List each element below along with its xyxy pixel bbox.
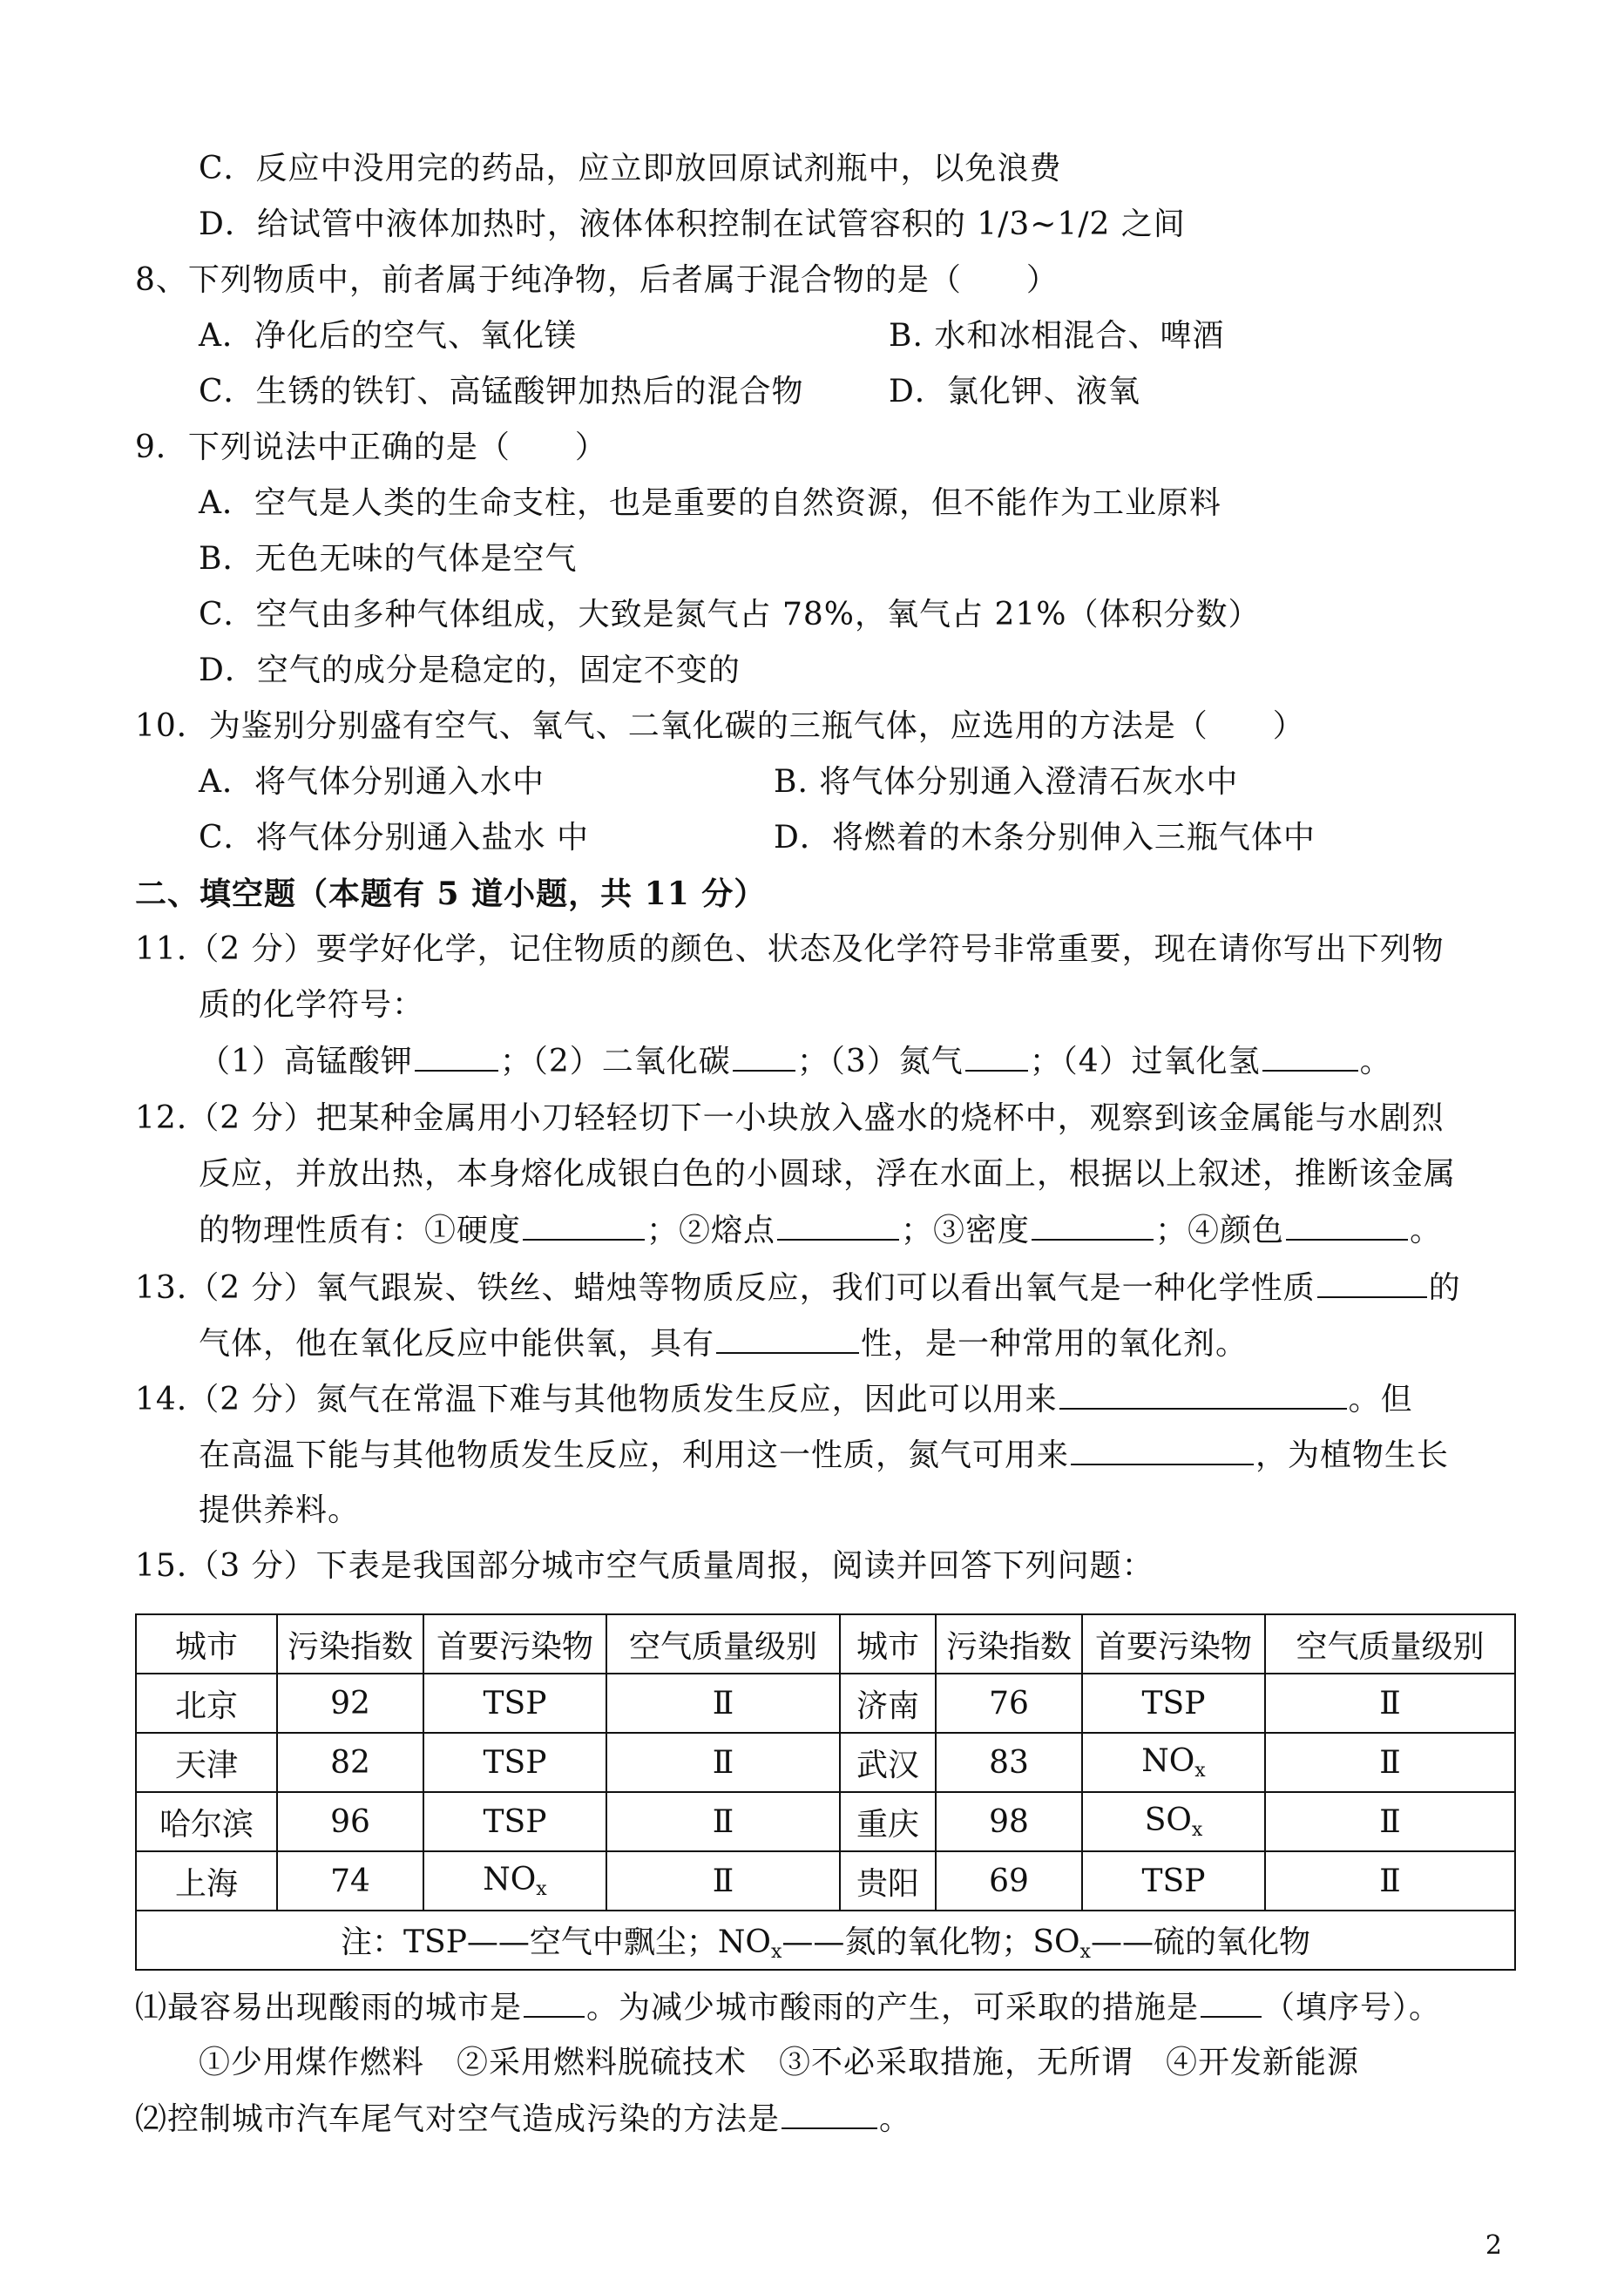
note-part: 注：TSP——空气中飘尘；NO xyxy=(341,1924,771,1960)
q12-part-1: 的物理性质有：①硬度 xyxy=(199,1213,522,1248)
table-header: 首要污染物 xyxy=(423,1614,606,1674)
answer-blank[interactable] xyxy=(965,1042,1028,1072)
table-cell: 天津 xyxy=(136,1733,277,1792)
q15-p2-text: ⑵控制城市汽车尾气对空气造成污染的方法是 xyxy=(135,2101,781,2137)
table-header: 城市 xyxy=(840,1614,936,1674)
table-cell: 重庆 xyxy=(840,1792,936,1851)
question-12-line-2: 反应，并放出热，本身熔化成银白色的小圆球，浮在水面上，根据以上叙述，推断该金属 xyxy=(199,1156,1457,1192)
q11-part-3: ；（3）氮气 xyxy=(796,1044,964,1079)
table-cell: TSP xyxy=(423,1733,606,1792)
q7-option-d: D．给试管中液体加热时，液体体积控制在试管容积的 1/3~1/2 之间 xyxy=(199,206,1186,242)
question-14-line-3: 提供养料。 xyxy=(199,1492,361,1528)
table-note xyxy=(136,1911,1515,1970)
q12-part-4: ；④颜色 xyxy=(1155,1213,1285,1248)
table-cell: Ⅱ xyxy=(1265,1851,1515,1911)
subscript: x xyxy=(1079,1941,1091,1963)
table-cell: 92 xyxy=(277,1674,423,1733)
table-header: 污染指数 xyxy=(936,1614,1082,1674)
pollutant-text: NO xyxy=(1141,1743,1195,1779)
table-cell xyxy=(1082,1733,1265,1792)
table-cell: 76 xyxy=(936,1674,1082,1733)
period: 。 xyxy=(1359,1044,1392,1079)
q15-p1-text: 。为减少城市酸雨的产生，可采取的措施是 xyxy=(586,1990,1200,2026)
table-cell: Ⅱ xyxy=(606,1674,840,1733)
q8-option-b: B. 水和冰相混合、啤酒 xyxy=(889,318,1225,354)
table-cell: 82 xyxy=(277,1733,423,1792)
table-cell: 上海 xyxy=(136,1851,277,1911)
q12-part-2: ；②熔点 xyxy=(646,1213,776,1248)
table-row xyxy=(136,1792,1515,1851)
table-cell: TSP xyxy=(1082,1851,1265,1911)
answer-blank[interactable] xyxy=(1201,1988,1262,2018)
q9-option-d: D．空气的成分是稳定的，固定不变的 xyxy=(199,653,741,688)
page-number: 2 xyxy=(1485,2230,1502,2261)
table-cell: 北京 xyxy=(136,1674,277,1733)
table-cell: 69 xyxy=(936,1851,1082,1911)
table-cell: Ⅱ xyxy=(606,1792,840,1851)
answer-blank[interactable] xyxy=(1317,1268,1427,1298)
table-header: 污染指数 xyxy=(277,1614,423,1674)
section-2-heading: 二、填空题（本题有 5 道小题，共 11 分） xyxy=(135,876,767,912)
q9-option-c: C．空气由多种气体组成，大致是氮气占 78%，氧气占 21%（体积分数） xyxy=(199,597,1261,632)
q15-p1-text: ⑴最容易出现酸雨的城市是 xyxy=(135,1990,523,2026)
question-13-line-2 xyxy=(199,1324,1248,1363)
q10-option-c: C．将气体分别通入盐水 中 xyxy=(199,820,589,856)
answer-blank[interactable] xyxy=(777,1211,899,1241)
table-cell: Ⅱ xyxy=(1265,1674,1515,1733)
question-15-part-1 xyxy=(135,1988,1441,2027)
question-15-part-2 xyxy=(135,2100,911,2139)
table-row xyxy=(136,1674,1515,1733)
question-12-line-3 xyxy=(199,1211,1442,1250)
q7-option-c: C．反应中没用完的药品，应立即放回原试剂瓶中，以免浪费 xyxy=(199,151,1062,186)
q8-option-a: A．净化后的空气、氧化镁 xyxy=(199,318,577,354)
table-cell: Ⅱ xyxy=(1265,1792,1515,1851)
note-part: ——硫的氧化物 xyxy=(1090,1924,1310,1960)
table-header-row xyxy=(136,1614,1515,1674)
answer-blank[interactable] xyxy=(1059,1380,1347,1410)
q9-option-a: A．空气是人类的生命支柱，也是重要的自然资源，但不能作为工业原料 xyxy=(199,485,1221,521)
table-cell: 83 xyxy=(936,1733,1082,1792)
q8-option-d: D．氯化钾、液氧 xyxy=(889,374,1140,409)
q14-part-3: 在高温下能与其他物质发生反应，利用这一性质，氮气可用来 xyxy=(199,1437,1070,1473)
question-15: 15.（3 分）下表是我国部分城市空气质量周报，阅读并回答下列问题： xyxy=(135,1548,1154,1584)
table-cell: 98 xyxy=(936,1792,1082,1851)
q13-part-3: 气体，他在氧化反应中能供氧，具有 xyxy=(199,1326,715,1362)
q14-part-2: 。但 xyxy=(1348,1382,1413,1417)
note-part: ——氮的氧化物；SO xyxy=(782,1924,1080,1960)
q8-option-c: C．生锈的铁钉、高锰酸钾加热后的混合物 xyxy=(199,374,804,409)
table-cell: Ⅱ xyxy=(606,1733,840,1792)
answer-blank[interactable] xyxy=(1286,1211,1408,1241)
q13-part-4: 性，是一种常用的氧化剂。 xyxy=(861,1326,1248,1362)
table-cell: 96 xyxy=(277,1792,423,1851)
table-cell: Ⅱ xyxy=(1265,1733,1515,1792)
subscript: x xyxy=(1191,1819,1203,1841)
table-header: 城市 xyxy=(136,1614,277,1674)
table-header: 空气质量级别 xyxy=(606,1614,840,1674)
q12-part-3: ；③密度 xyxy=(901,1213,1031,1248)
question-12-line-1: 12.（2 分）把某种金属用小刀轻轻切下一小块放入盛水的烧杯中，观察到该金属能与水剧烈 xyxy=(135,1100,1445,1136)
q10-option-a: A．将气体分别通入水中 xyxy=(199,764,545,800)
question-15-options: ①少用煤作燃料 ②采用燃料脱硫技术 ③不必采取措施，无所谓 ④开发新能源 xyxy=(199,2045,1360,2080)
q10-option-d: D．将燃着的木条分别伸入三瓶气体中 xyxy=(774,820,1316,856)
q11-part-4: ；（4）过氧化氢 xyxy=(1029,1044,1261,1079)
answer-blank[interactable] xyxy=(415,1042,498,1072)
q14-part-1: 14.（2 分）氮气在常温下难与其他物质发生反应，因此可以用来 xyxy=(135,1382,1058,1417)
answer-blank[interactable] xyxy=(523,1211,645,1241)
answer-blank[interactable] xyxy=(1262,1042,1358,1072)
answer-blank[interactable] xyxy=(524,1988,585,2018)
q10-option-b: B. 将气体分别通入澄清石灰水中 xyxy=(774,764,1239,800)
answer-blank[interactable] xyxy=(782,2100,877,2129)
table-cell xyxy=(423,1851,606,1911)
table-note-row xyxy=(136,1911,1515,1970)
question-8: 8、下列物质中，前者属于纯净物，后者属于混合物的是（ ） xyxy=(135,262,1059,298)
question-11-line-3 xyxy=(199,1042,1392,1081)
air-quality-table xyxy=(135,1613,1516,1971)
table-header: 首要污染物 xyxy=(1082,1614,1265,1674)
period: 。 xyxy=(1410,1213,1443,1248)
subscript: x xyxy=(770,1941,782,1963)
question-9: 9．下列说法中正确的是（ ） xyxy=(135,430,607,465)
question-14-line-1 xyxy=(135,1380,1413,1419)
question-10: 10．为鉴别分别盛有空气、氧气、二氧化碳的三瓶气体，应选用的方法是（ ） xyxy=(135,708,1305,744)
answer-blank[interactable] xyxy=(716,1324,859,1354)
answer-blank[interactable] xyxy=(1032,1211,1154,1241)
table-cell: 武汉 xyxy=(840,1733,936,1792)
table-cell: Ⅱ xyxy=(606,1851,840,1911)
table-cell: TSP xyxy=(423,1674,606,1733)
q14-part-4: ，为植物生长 xyxy=(1255,1437,1450,1473)
table-cell: TSP xyxy=(423,1792,606,1851)
question-13-line-1 xyxy=(135,1268,1461,1308)
table-header: 空气质量级别 xyxy=(1265,1614,1515,1674)
answer-blank[interactable] xyxy=(1071,1436,1254,1465)
table-cell xyxy=(1082,1792,1265,1851)
pollutant-text: SO xyxy=(1144,1803,1192,1838)
table-cell: TSP xyxy=(1082,1674,1265,1733)
table-cell: 贵阳 xyxy=(840,1851,936,1911)
q11-part-2: ；（2）二氧化碳 xyxy=(499,1044,731,1079)
q15-p2-text: 。 xyxy=(879,2101,912,2137)
q13-part-1: 13.（2 分）氧气跟炭、铁丝、蜡烛等物质反应，我们可以看出氧气是一种化学性质 xyxy=(135,1270,1316,1306)
answer-blank[interactable] xyxy=(733,1042,795,1072)
q15-p1-text: （填序号）。 xyxy=(1263,1990,1442,2026)
q11-part-1: （1）高锰酸钾 xyxy=(199,1044,413,1079)
table-row xyxy=(136,1851,1515,1911)
question-11-line-2: 质的化学符号： xyxy=(199,987,425,1023)
question-11-line-1: 11.（2 分）要学好化学，记住物质的颜色、状态及化学符号非常重要，现在请你写出下列物 xyxy=(135,931,1445,967)
question-14-line-2 xyxy=(199,1436,1449,1475)
subscript: x xyxy=(1194,1760,1206,1782)
q13-part-2: 的 xyxy=(1428,1270,1461,1306)
table-cell: 74 xyxy=(277,1851,423,1911)
table-cell: 济南 xyxy=(840,1674,936,1733)
table-cell: 哈尔滨 xyxy=(136,1792,277,1851)
subscript: x xyxy=(536,1878,547,1900)
q9-option-b: B．无色无味的气体是空气 xyxy=(199,541,578,577)
pollutant-text: NO xyxy=(483,1862,537,1897)
table-row xyxy=(136,1733,1515,1792)
